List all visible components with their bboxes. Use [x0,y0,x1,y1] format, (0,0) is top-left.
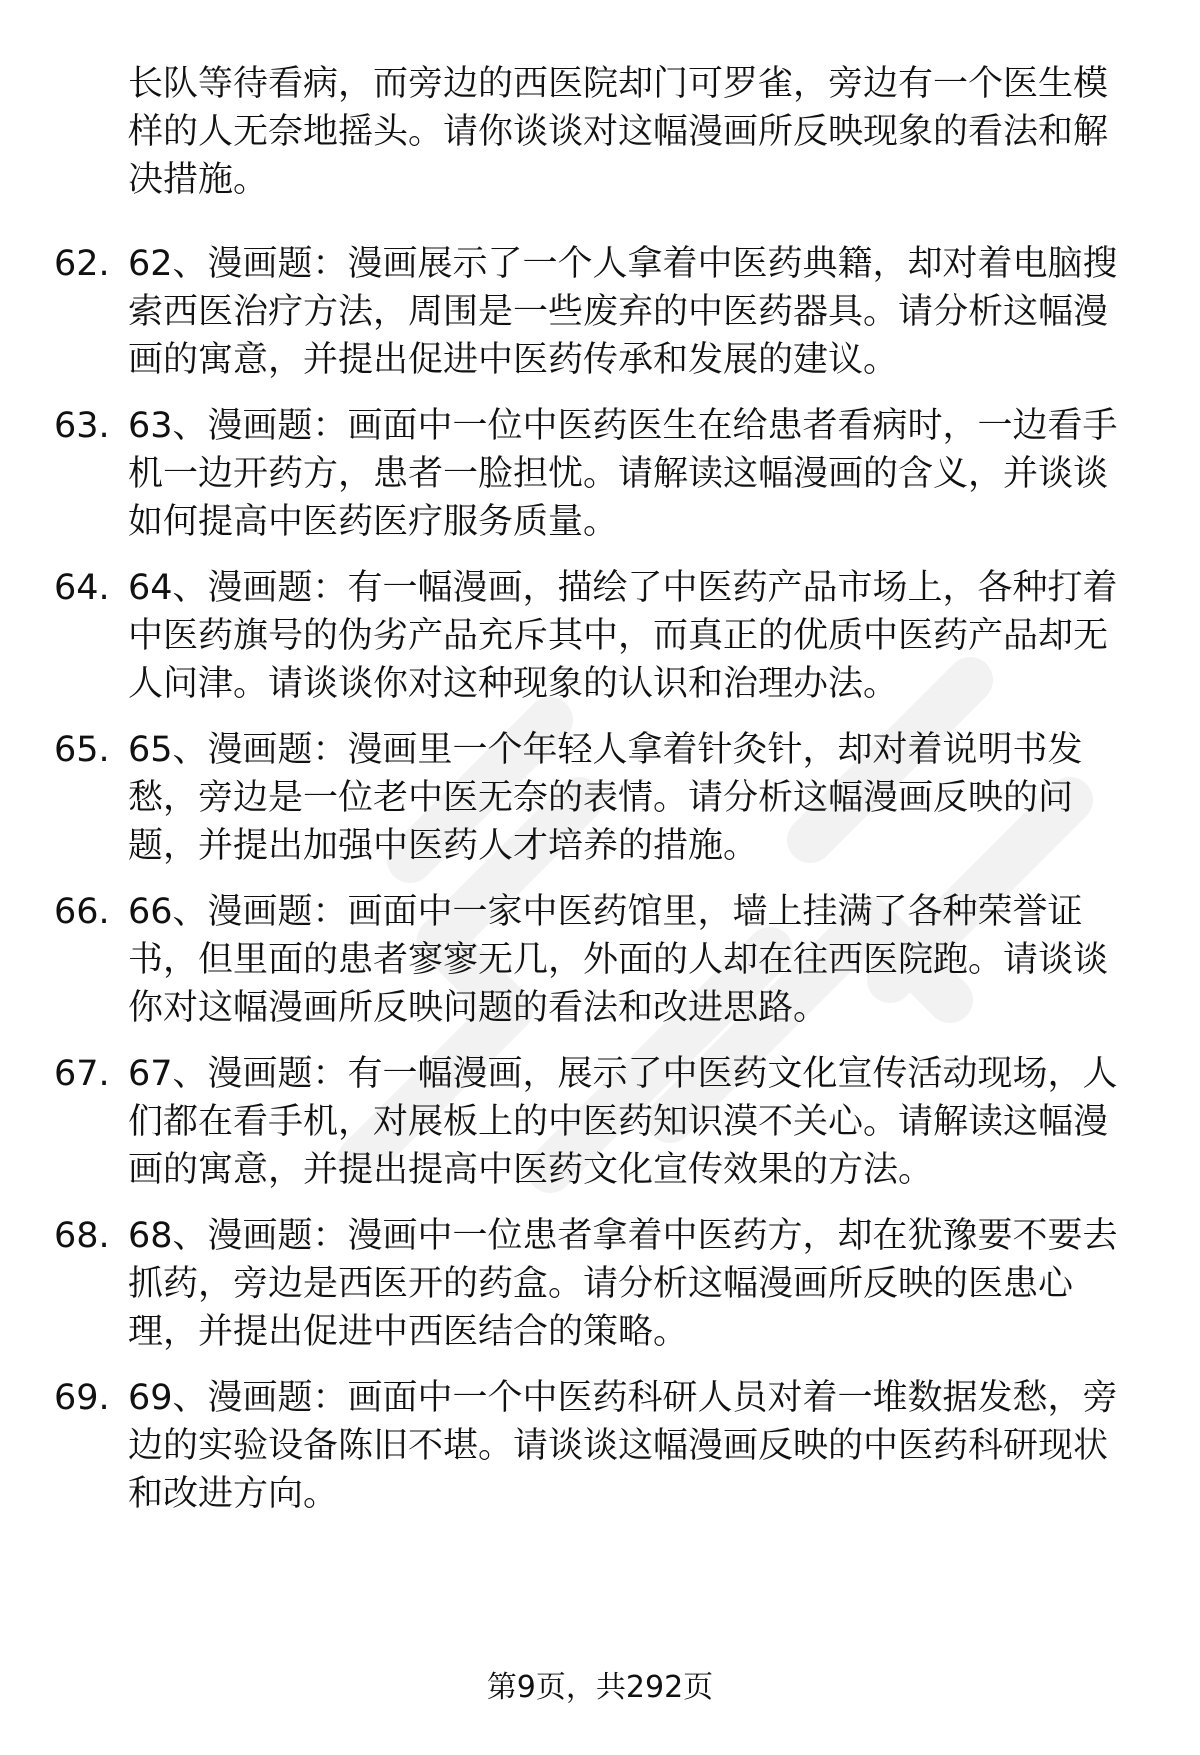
list-item [0,564,1200,726]
list-item [0,240,1200,402]
list-item [0,888,1200,1050]
item-number: 66. [54,892,110,932]
page-footer: 第9页，共292页 [486,1670,714,1705]
item-text: 62、漫画题：漫画展示了一个人拿着中医药典籍，却对着电脑搜索西医治疗方法，周围是一些废弃的中医药器具。请分析这幅漫画的寓意，并提出促进中医药传承和发展的建议。 [128,244,1118,380]
item-text: 64、漫画题：有一幅漫画，描绘了中医药产品市场上，各种打着中医药旗号的伪劣产品充斥其中，而真正的优质中医药产品却无人问津。请谈谈你对这种现象的认识和治理办法。 [128,568,1118,704]
item-text: 69、漫画题：画面中一个中医药科研人员对着一堆数据发愁，旁边的实验设备陈旧不堪。请谈谈这幅漫画反映的中医药科研现状和改进方向。 [128,1378,1118,1514]
question-list [0,240,1200,1536]
continuation-paragraph: 长队等待看病，而旁边的西医院却门可罗雀，旁边有一个医生模样的人无奈地摇头。请你谈谈对这幅漫画所反映现象的看法和解决措施。 [128,64,1109,200]
item-text: 66、漫画题：画面中一家中医药馆里，墙上挂满了各种荣誉证书，但里面的患者寥寥无几，外面的人却在往西医院跑。请谈谈你对这幅漫画所反映问题的看法和改进思路。 [128,892,1109,1028]
list-item [0,402,1200,564]
list-item [0,1212,1200,1374]
item-number: 64. [54,568,110,608]
item-number: 63. [54,406,110,446]
item-text: 65、漫画题：漫画里一个年轻人拿着针灸针，却对着说明书发愁，旁边是一位老中医无奈的表情。请分析这幅漫画反映的问题，并提出加强中医药人才培养的措施。 [128,730,1083,866]
list-item [0,1050,1200,1212]
item-number: 68. [54,1216,110,1256]
item-text: 67、漫画题：有一幅漫画，展示了中医药文化宣传活动现场，人们都在看手机，对展板上的中医药知识漠不关心。请解读这幅漫画的寓意，并提出提高中医药文化宣传效果的方法。 [128,1054,1118,1190]
item-text: 68、漫画题：漫画中一位患者拿着中医药方，却在犹豫要不要去抓药，旁边是西医开的药盒。请分析这幅漫画所反映的医患心理，并提出促进中西医结合的策略。 [128,1216,1118,1352]
item-number: 65. [54,730,110,770]
list-item [0,726,1200,888]
item-text: 63、漫画题：画面中一位中医药医生在给患者看病时，一边看手机一边开药方，患者一脸担忧。请解读这幅漫画的含义，并谈谈如何提高中医药医疗服务质量。 [128,406,1118,542]
item-number: 69. [54,1378,110,1418]
item-number: 67. [54,1054,110,1094]
item-number: 62. [54,244,110,284]
list-item [0,1374,1200,1536]
